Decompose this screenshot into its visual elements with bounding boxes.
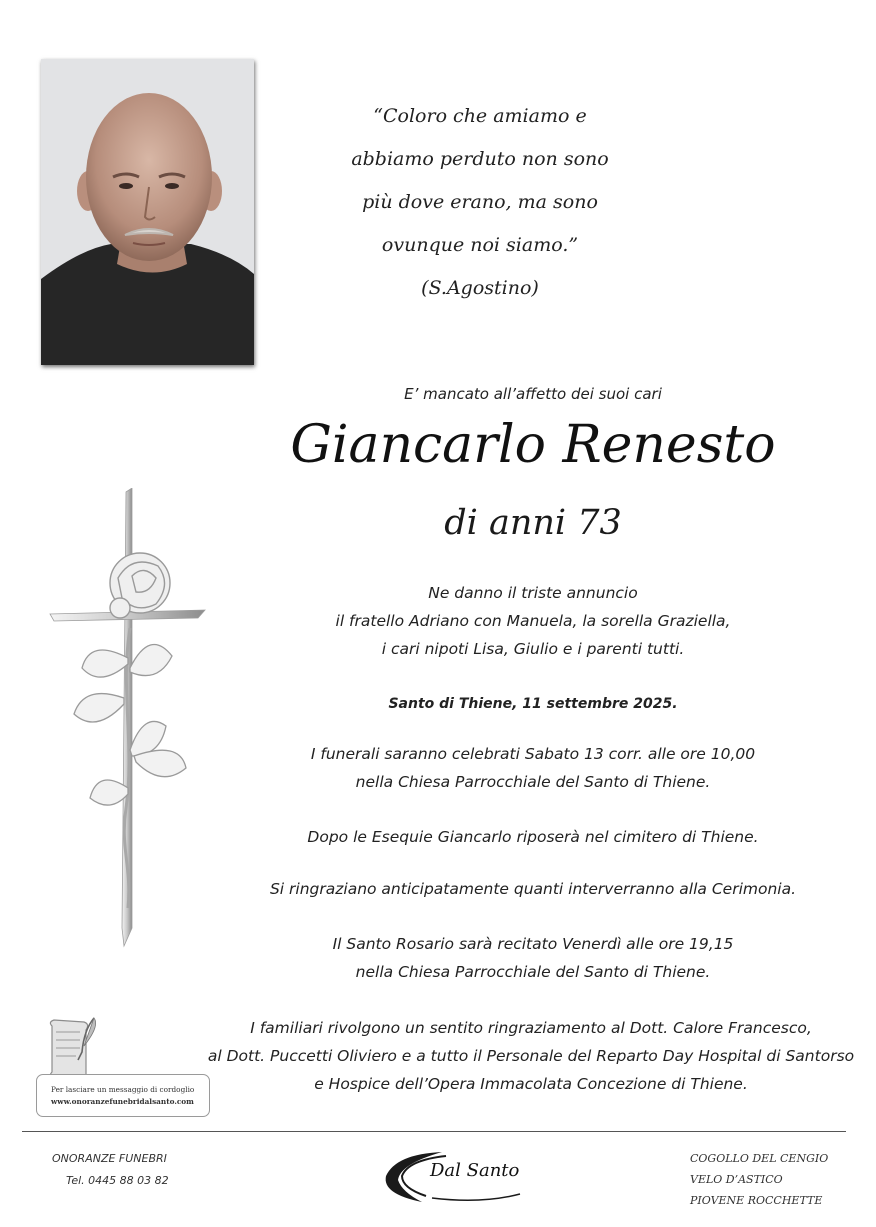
acknowledgement-line: al Dott. Puccetti Oliviero e a tutto il Personale del Reparto Day Hospital di Santorso [207, 1047, 855, 1065]
funeral-home-locations [690, 1148, 828, 1211]
quote-line: “Coloro che amiamo e [373, 105, 587, 127]
acknowledgement-line: e Hospice dell’Opera Immacolata Concezione di Thiene. [314, 1075, 748, 1093]
funeral-line: I funerali saranno celebrati Sabato 13 corr. alle ore 10,00 [310, 745, 756, 763]
funeral-details [200, 740, 866, 796]
family-line: Ne danno il triste annuncio [428, 584, 638, 602]
family-line: i cari nipoti Lisa, Giulio e i parenti tutti. [381, 640, 685, 658]
funeral-home-info [52, 1148, 169, 1192]
rosary-details [200, 930, 866, 986]
rosary-line: Il Santo Rosario sarà recitato Venerdì alle ore 19,15 [332, 935, 734, 953]
portrait-illustration [41, 59, 254, 365]
location-item: PIOVENE ROCCHETTE [690, 1194, 823, 1207]
location-item: VELO D’ASTICO [690, 1173, 783, 1186]
quote-line: abbiamo perduto non sono [351, 148, 609, 170]
quote-line: più dove erano, ma sono [362, 191, 598, 213]
funeral-line: nella Chiesa Parrocchiale del Santo di Thiene. [355, 773, 711, 791]
thanks-attendees: Si ringraziano anticipatamente quanti interverranno alla Cerimonia. [269, 880, 797, 898]
acknowledgements [196, 1014, 866, 1098]
place-and-date: Santo di Thiene, 11 settembre 2025. [388, 696, 678, 712]
footer-divider [22, 1131, 846, 1132]
saint-augustine-quote [330, 95, 630, 310]
deceased-age: di anni 73 [444, 503, 622, 543]
funeral-home-phone: Tel. 0445 88 03 82 [66, 1174, 169, 1187]
scroll-quill-icon [44, 1016, 100, 1082]
deceased-portrait-photo [41, 59, 254, 365]
condolence-message-box[interactable] [36, 1074, 210, 1117]
announcement-intro: E’ mancato all’affetto dei suoi cari [404, 385, 662, 403]
acknowledgement-line: I familiari rivolgono un sentito ringraziamento al Dott. Calore Francesco, [250, 1019, 812, 1037]
quote-line: ovunque noi siamo.” [381, 234, 579, 256]
funeral-home-title: ONORANZE FUNEBRI [52, 1152, 167, 1165]
deceased-name: Giancarlo Renesto [290, 415, 776, 475]
cross-with-rose-icon [40, 488, 215, 953]
quote-attribution: (S.Agostino) [421, 277, 539, 299]
condolence-note-text: Per lasciare un messaggio di cordoglio [51, 1085, 195, 1094]
location-item: COGOLLO DEL CENGIO [690, 1152, 829, 1165]
rosary-line: nella Chiesa Parrocchiale del Santo di Thiene. [355, 963, 711, 981]
family-announcement [200, 579, 866, 663]
dal-santo-logo-text: Dal Santo [430, 1160, 520, 1181]
burial-info: Dopo le Esequie Giancarlo riposerà nel cimitero di Thiene. [307, 828, 759, 846]
family-line: il fratello Adriano con Manuela, la sorella Graziella, [335, 612, 731, 630]
condolence-website-link[interactable]: www.onoranzefunebridalsanto.com [51, 1097, 194, 1106]
